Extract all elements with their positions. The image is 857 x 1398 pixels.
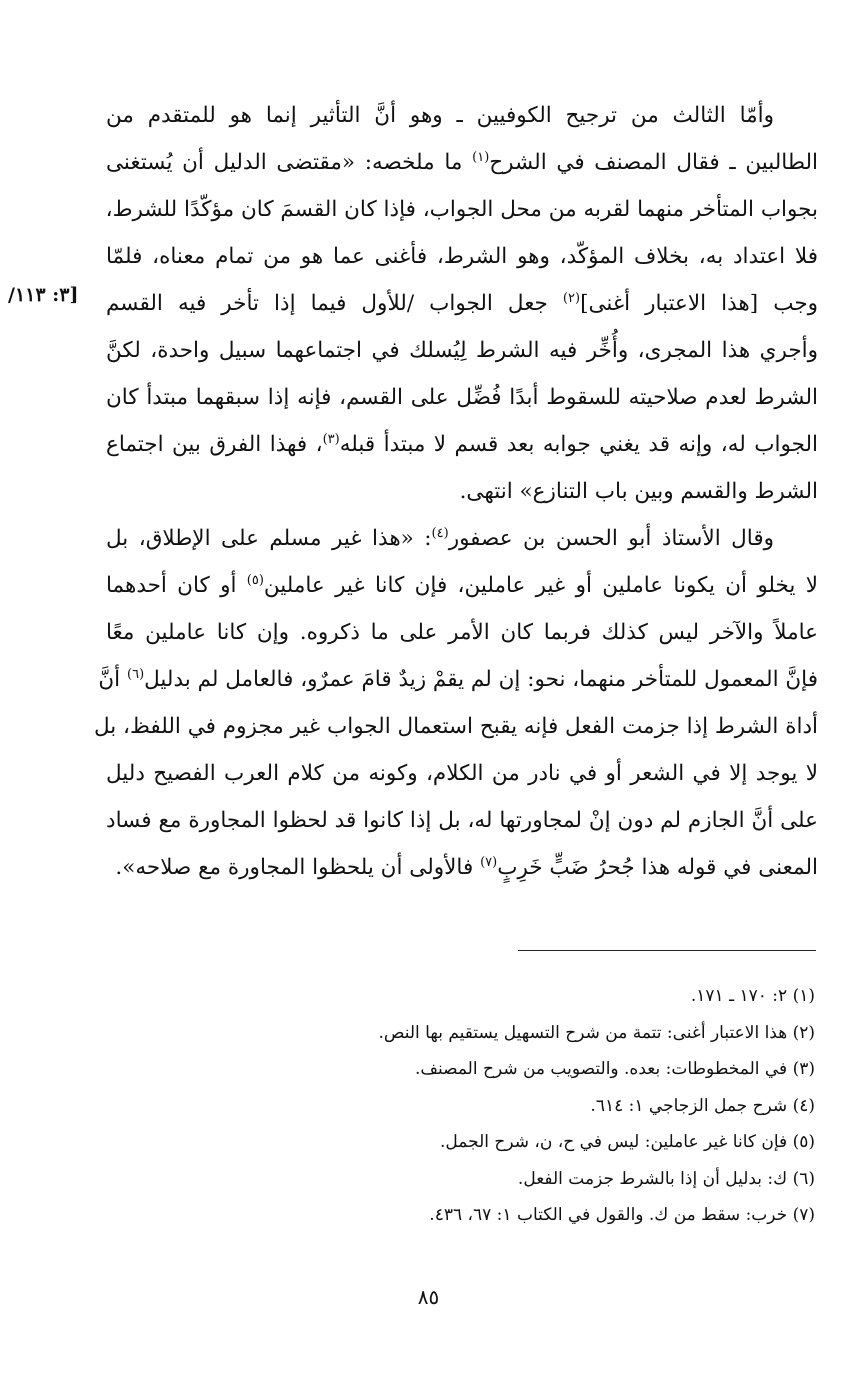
text-line: أداة الشرط إذا جزمت الفعل فإنه يقبح استعمال الجواب غير مجزوم في اللفظ، بل (93, 714, 818, 739)
text-line: فإنَّ المعمول للمتأخر منهما، نحو: إن لم يقمْ زيدٌ قامَ عمرٌو، فالعامل لم بدليل$^{(٦)}$ أنَّ (98, 666, 818, 692)
main-text (93, 92, 818, 891)
footnote: (١) ٢: ١٧٠ ـ ١٧١. (690, 986, 815, 1006)
footnote: (٥) فإن كانا غير عاملين: ليس في ح، ن، شرح الجمل. (440, 1132, 815, 1152)
footnote-ref[interactable]: (٣) (322, 431, 340, 447)
text-line: لا يوجد إلا في الشعر أو في نادر من الكلام، وكونه من كلام العرب الفصيح دليل (106, 761, 818, 786)
text-line: الجواب له، وإنه قد يغني جوابه بعد قسم لا مبتدأ قبله$^{(٣)}$، فهذا الفرق بين اجتماع (106, 431, 818, 457)
footnote: (٢) هذا الاعتبار أغنى: تتمة من شرح التسهيل يستقيم بها النص. (378, 1022, 815, 1043)
footnote-ref[interactable]: (١) (472, 149, 490, 165)
page-number: ٨٥ (417, 1285, 440, 1309)
text-line: وأمّا الثالث من ترجيح الكوفيين ـ وهو أنَّ التأثير إنما هو للمتقدم من (106, 103, 774, 128)
text-line: الطالبين ـ فقال المصنف في الشرح$^{(١)}$ ما ملخصه: «مقتضى الدليل أن يُستغنى (106, 149, 818, 175)
text-line: لا يخلو أن يكونا عاملين أو غير عاملين، فإن كانا غير عاملين$^{(٥)}$ أو كان أحدهما (106, 572, 818, 598)
footnote-ref[interactable]: (٢) (562, 290, 581, 306)
text-line: وجب [هذا الاعتبار أغنى]$^{(٢)}$ جعل الجواب /للأول فيما إذا تأخر فيه القسم (106, 290, 818, 316)
text-line: عاملاً والآخر ليس كذلك فربما كان الأمر على ما ذكروه. وإن كانا عاملين معًا (106, 620, 818, 645)
text-line: وقال الأستاذ أبو الحسن بن عصفور$^{(٤)}$: «هذا غير مسلم على الإطلاق، بل (106, 525, 774, 551)
text-line: وأجري هذا المجرى، وأُخِّر فيه الشرط لِيُسلك في اجتماعهما سبيل واحدة، لكنَّ (106, 338, 818, 363)
footnote-ref[interactable]: (٦) (127, 666, 145, 682)
text-line: الشرط والقسم وبين باب التنازع» انتهى. (459, 479, 818, 504)
footnote-ref[interactable]: (٧) (480, 854, 498, 870)
footnote-ref[interactable]: (٤) (431, 525, 449, 541)
margin-reference: [٣: ١١٣/ (8, 284, 79, 306)
text-line: المعنى في قوله هذا جُحرُ ضَبٍّ خَرِبٍ$^{(٧)}$ فالأولى أن يلحظوا المجاورة مع صلاحه». (115, 854, 818, 880)
footnotes (255, 978, 815, 1234)
footnote: (٣) في المخطوطات: بعده. والتصويب من شرح المصنف. (414, 1059, 815, 1079)
footnote: (٦) ك: بدليل أن إذا بالشرط جزمت الفعل. (517, 1168, 815, 1189)
footnote-divider (518, 950, 816, 951)
text-line: الشرط لعدم صلاحيته للسقوط أبدًا فُضِّل على القسم، فإنه إذا سبقهما مبتدأ كان (106, 385, 818, 410)
text-line: بجواب المتأخر منهما لقربه من محل الجواب، فإذا كان القسمَ كان مؤكّدًا للشرط، (105, 197, 818, 222)
text-line: فلا اعتداد به، بخلاف المؤكّد، وهو الشرط، فأغنى عما هو من تمام معناه، فلمّا (106, 244, 818, 269)
footnote: (٧) خرب: سقط من ك. والقول في الكتاب ١: ٦٧، ٤٣٦. (429, 1205, 815, 1225)
footnote-ref[interactable]: (٥) (246, 572, 264, 588)
footnote: (٤) شرح جمل الزجاجي ١: ٦١٤. (590, 1095, 815, 1116)
text-line: على أنَّ الجازم لم دون إنْ لمجاورتها له، بل إذا كانوا قد لحظوا المجاورة مع فساد (106, 808, 818, 833)
